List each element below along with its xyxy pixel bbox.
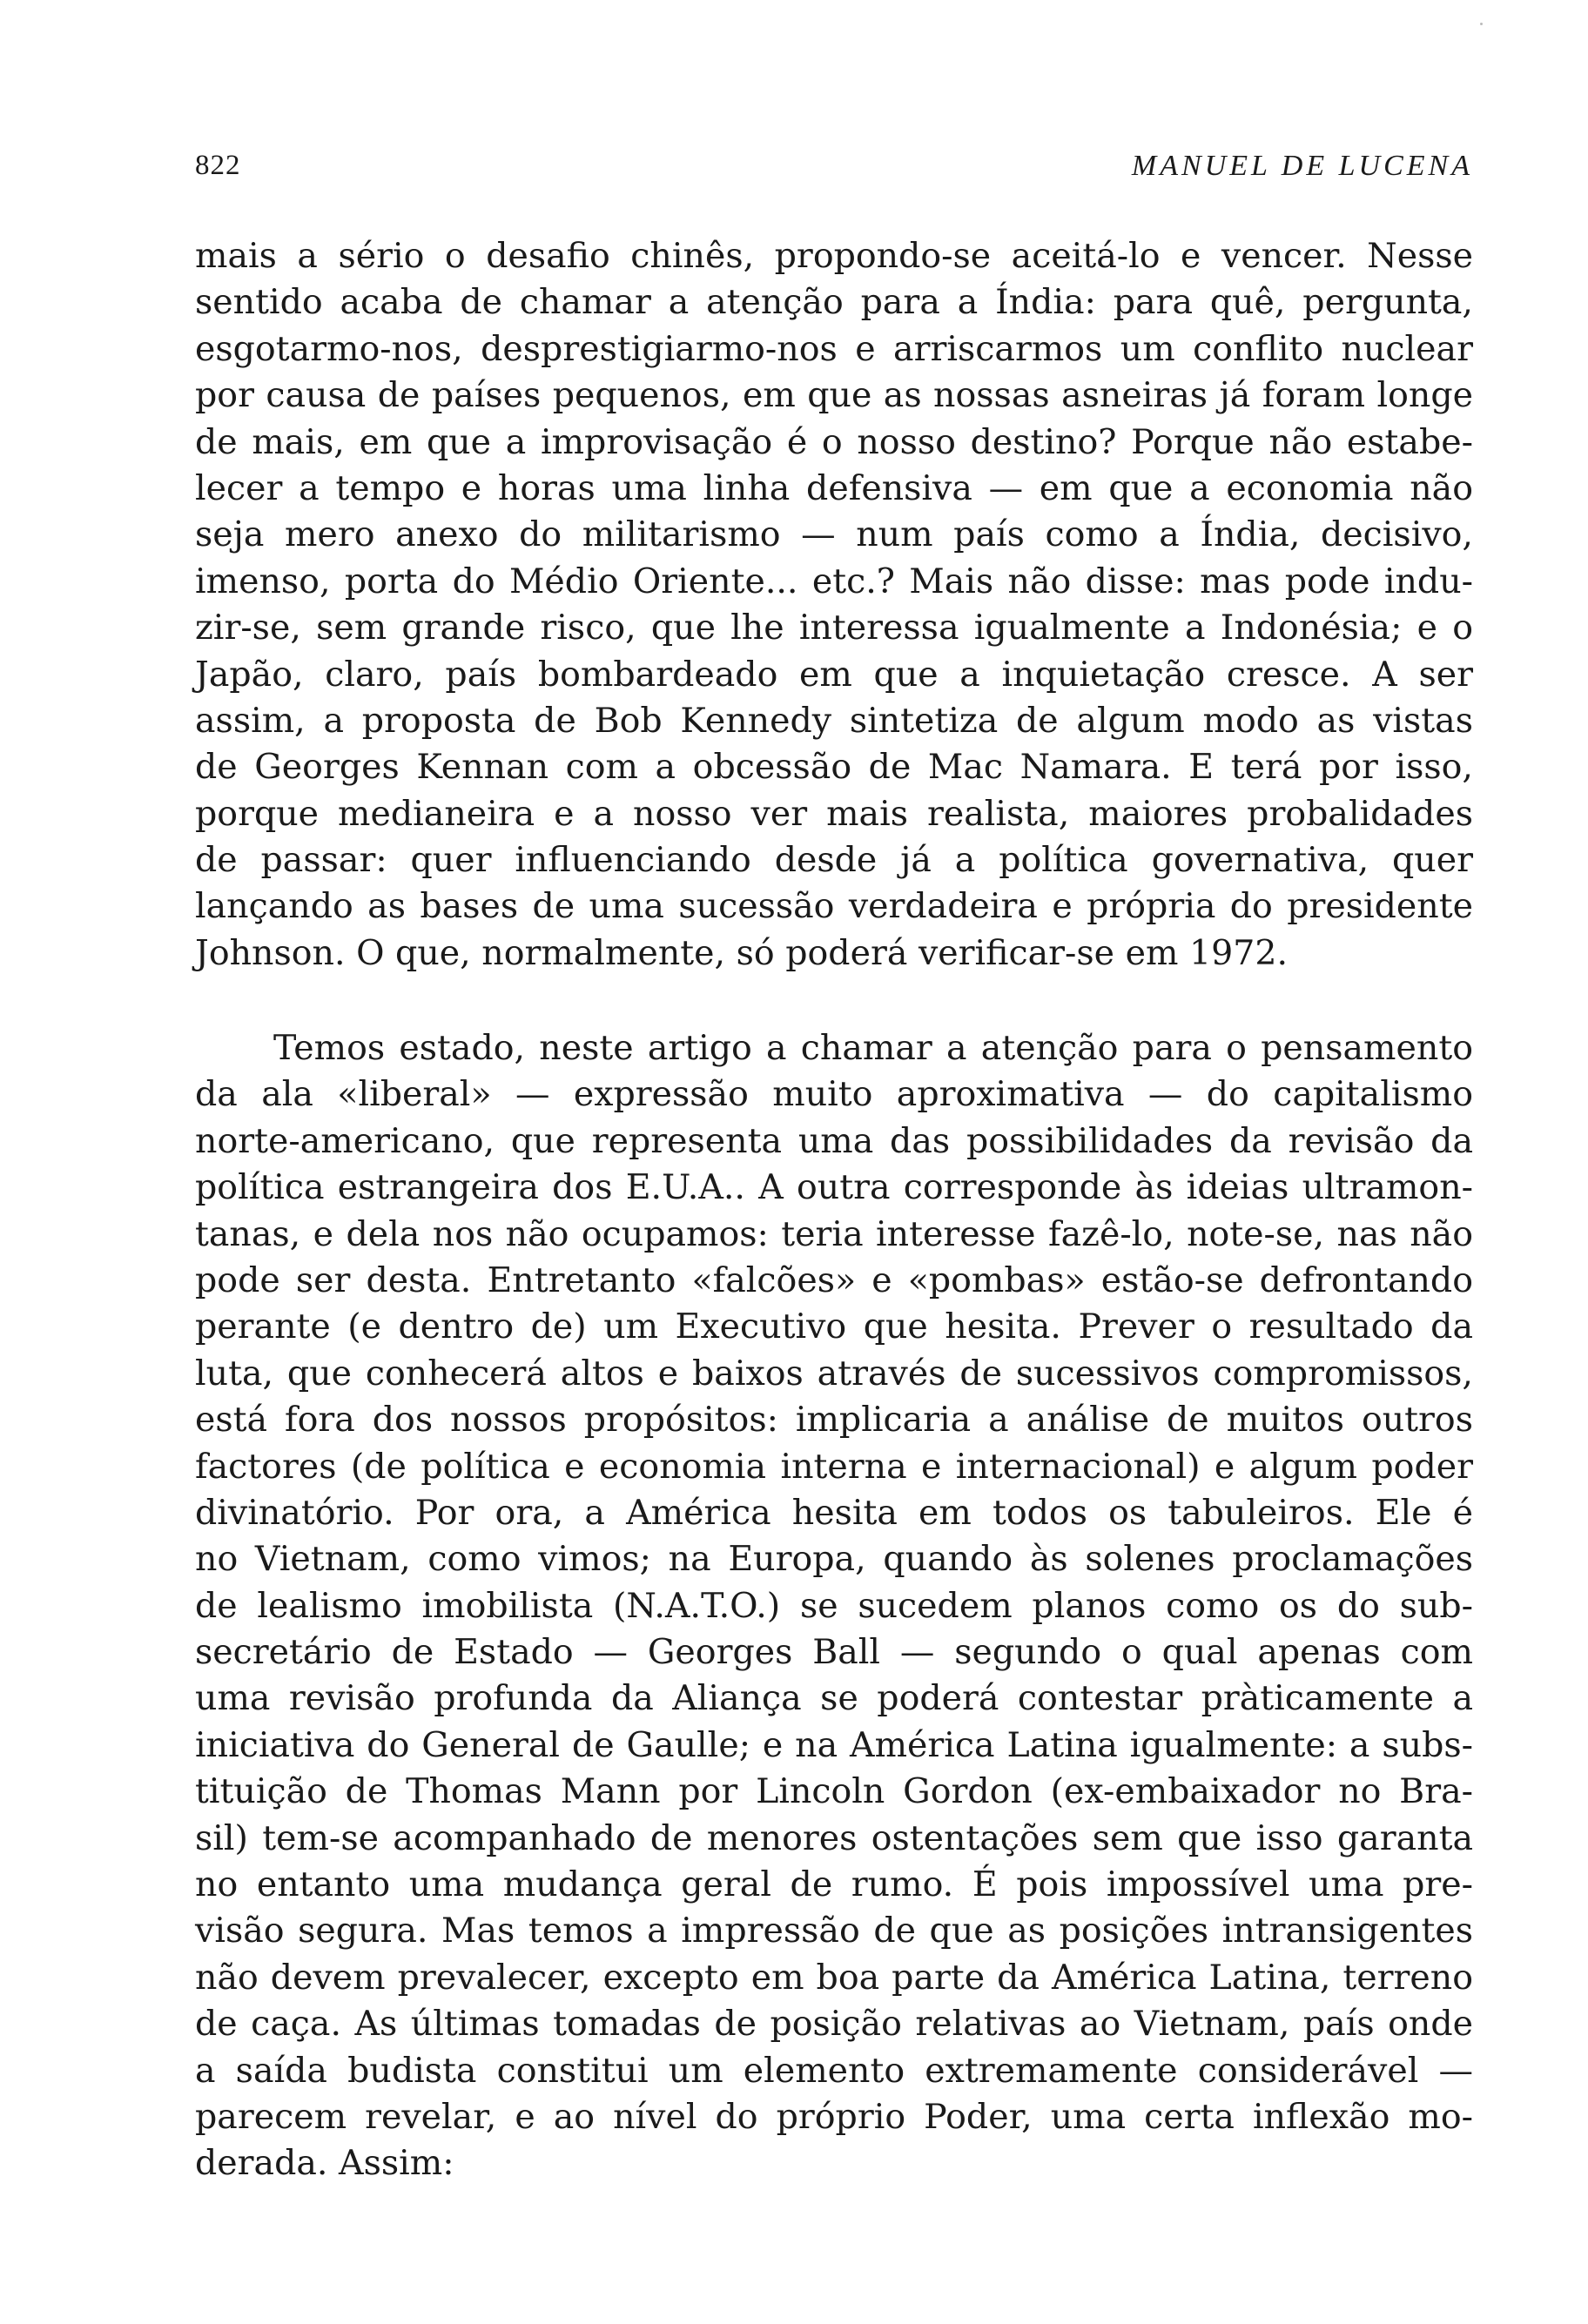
text-line: tanas, e dela nos não ocupamos: teria interesse fazê-lo, note-se, nas não — [195, 1213, 1473, 1254]
text-line: pode ser desta. Entretanto «falcões» e «pombas» estão-se defrontando — [195, 1259, 1473, 1300]
text-line: Johnson. O que, normalmente, só poderá verificar-se em 1972. — [195, 932, 1289, 973]
text-line: derada. Assim: — [195, 2143, 454, 2184]
text-line: a saída budista constitui um elemento extremamente considerável — — [195, 2050, 1473, 2091]
text-line: sentido acaba de chamar a atenção para a Índia: para quê, pergunta, — [195, 282, 1473, 323]
text-line: não devem prevalecer, excepto em boa parte da América Latina, terreno — [195, 1957, 1473, 1998]
page-number: 822 — [195, 150, 241, 181]
text-line: porque medianeira e a nosso ver mais realista, maiores probalidades — [195, 793, 1473, 834]
text-line: seja mero anexo do militarismo — num país como a Índia, decisivo, — [195, 514, 1473, 555]
text-line: Japão, claro, país bombardeado em que a inquietação cresce. A ser — [195, 654, 1473, 695]
text-line: sil) tem-se acompanhado de menores ostentações sem que isso garanta — [195, 1817, 1473, 1858]
text-line: de passar: quer influenciando desde já a política governativa, quer — [195, 840, 1473, 881]
text-line: parecem revelar, e ao nível do próprio Poder, uma certa inflexão mo- — [195, 2096, 1473, 2137]
text-line: de mais, em que a improvisação é o nosso destino? Porque não estabe- — [195, 421, 1473, 462]
text-line: lançando as bases de uma sucessão verdadeira e própria do presidente — [195, 886, 1473, 927]
text-line: factores (de política e economia interna e internacional) e algum poder — [195, 1446, 1473, 1487]
text-line: perante (e dentro de) um Executivo que hesita. Prever o resultado da — [195, 1306, 1473, 1347]
text-line: esgotarmo-nos, desprestigiarmo-nos e arriscarmos um conflito nuclear — [195, 328, 1473, 369]
text-line: norte-americano, que representa uma das possibilidades da revisão da — [195, 1120, 1473, 1161]
text-line: uma revisão profunda da Aliança se poderá contestar pràticamente a — [195, 1678, 1473, 1719]
text-line: de lealismo imobilista (N.A.T.O.) se sucedem planos como os do sub- — [195, 1585, 1473, 1626]
text-line: tituição de Thomas Mann por Lincoln Gordon (ex-embaixador no Bra- — [195, 1771, 1473, 1812]
text-line: secretário de Estado — Georges Ball — segundo o qual apenas com — [195, 1632, 1473, 1673]
text-line: no entanto uma mudança geral de rumo. É pois impossível uma pre- — [195, 1864, 1473, 1905]
text-line: Temos estado, neste artigo a chamar a atenção para o pensamento — [273, 1028, 1473, 1068]
running-header — [195, 150, 1473, 191]
text-line: iniciativa do General de Gaulle; e na América Latina igualmente: a subs- — [195, 1724, 1473, 1765]
paragraph-2 — [195, 1025, 1473, 2187]
text-line: imenso, porta do Médio Oriente... etc.? Mais não disse: mas pode indu- — [195, 561, 1473, 601]
text-line: zir-se, sem grande risco, que lhe interessa igualmente a Indonésia; e o — [195, 608, 1473, 648]
scan-speck — [1480, 23, 1483, 25]
text-line: assim, a proposta de Bob Kennedy sintetiza de algum modo as vistas — [195, 700, 1473, 741]
paragraph-1 — [195, 233, 1473, 977]
text-line: visão segura. Mas temos a impressão de que as posições intransigentes — [195, 1911, 1473, 1951]
text-line: de Georges Kennan com a obcessão de Mac Namara. E terá por isso, — [195, 747, 1473, 788]
text-line: lecer a tempo e horas uma linha defensiva — em que a economia não — [195, 467, 1473, 508]
text-line: política estrangeira dos E.U.A.. A outra corresponde às ideias ultramon- — [195, 1167, 1473, 1208]
text-line: mais a sério o desafio chinês, propondo-se aceitá-lo e vencer. Nesse — [195, 236, 1473, 276]
text-line: da ala «liberal» — expressão muito aproximativa — do capitalismo — [195, 1074, 1473, 1115]
text-line: no Vietnam, como vimos; na Europa, quando às solenes proclamações — [195, 1539, 1473, 1580]
text-line: de caça. As últimas tomadas de posição relativas ao Vietnam, país onde — [195, 2004, 1473, 2045]
text-line: luta, que conhecerá altos e baixos através de sucessivos compromissos, — [195, 1353, 1473, 1394]
text-line: divinatório. Por ora, a América hesita em todos os tabuleiros. Ele é — [195, 1492, 1473, 1533]
text-line: por causa de países pequenos, em que as nossas asneiras já foram longe — [195, 375, 1473, 416]
text-line: está fora dos nossos propósitos: implicaria a análise de muitos outros — [195, 1400, 1473, 1441]
running-title: MANUEL DE LUCENA — [1131, 150, 1473, 182]
